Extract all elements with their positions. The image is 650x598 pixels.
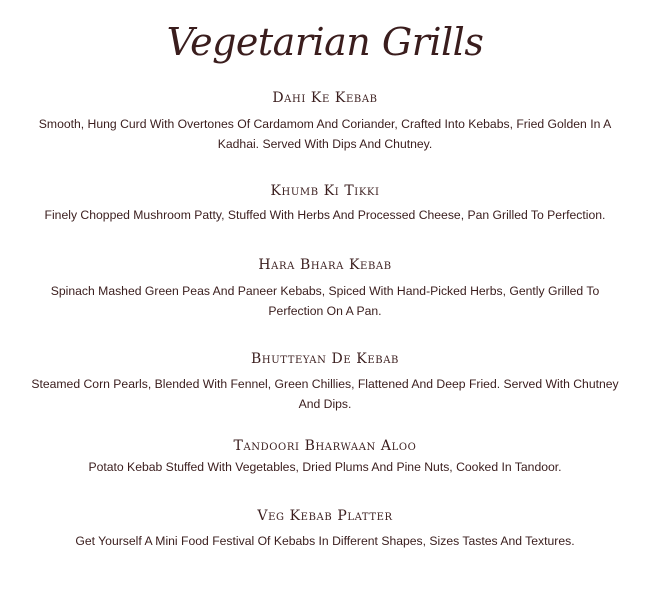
menu-item-name: Tandoori Bharwaan Aloo bbox=[233, 438, 417, 454]
menu-item-description: Steamed Corn Pearls, Blended With Fennel, Green Chillies, Flattened And Deep Fried. Served With Chutney And Dips. bbox=[31, 377, 619, 411]
menu-item bbox=[20, 507, 630, 551]
menu-item bbox=[20, 89, 630, 154]
menu-item-name: Dahi Ke Kebab bbox=[272, 90, 378, 106]
menu-item-description: Spinach Mashed Green Peas And Paneer Kebabs, Spiced With Hand-Picked Herbs, Gently Grilled To Perfection On A Pan. bbox=[50, 284, 600, 318]
menu-item bbox=[20, 350, 630, 414]
menu-item bbox=[20, 256, 630, 321]
menu-item-name: Hara Bhara Kebab bbox=[258, 257, 392, 273]
menu-item-name: Khumb Ki Tikki bbox=[270, 183, 380, 199]
menu-item-name: Bhutteyan De Kebab bbox=[251, 351, 399, 367]
menu-title: Vegetarian Grills bbox=[166, 20, 484, 64]
menu-item-name: Veg Kebab Platter bbox=[257, 508, 393, 524]
menu-item bbox=[20, 437, 630, 477]
menu-item-description: Finely Chopped Mushroom Patty, Stuffed With Herbs And Processed Cheese, Pan Grilled To Perfection. bbox=[44, 208, 606, 222]
menu-item-description: Smooth, Hung Curd With Overtones Of Cardamom And Coriander, Crafted Into Kebabs, Fried Golden In A Kadhai. Served With Dips And Chutney. bbox=[38, 117, 612, 151]
menu-item bbox=[20, 182, 630, 225]
menu-item-description: Potato Kebab Stuffed With Vegetables, Dried Plums And Pine Nuts, Cooked In Tandoor. bbox=[88, 460, 562, 474]
menu-item-description: Get Yourself A Mini Food Festival Of Kebabs In Different Shapes, Sizes Tastes And Textures. bbox=[75, 534, 575, 548]
